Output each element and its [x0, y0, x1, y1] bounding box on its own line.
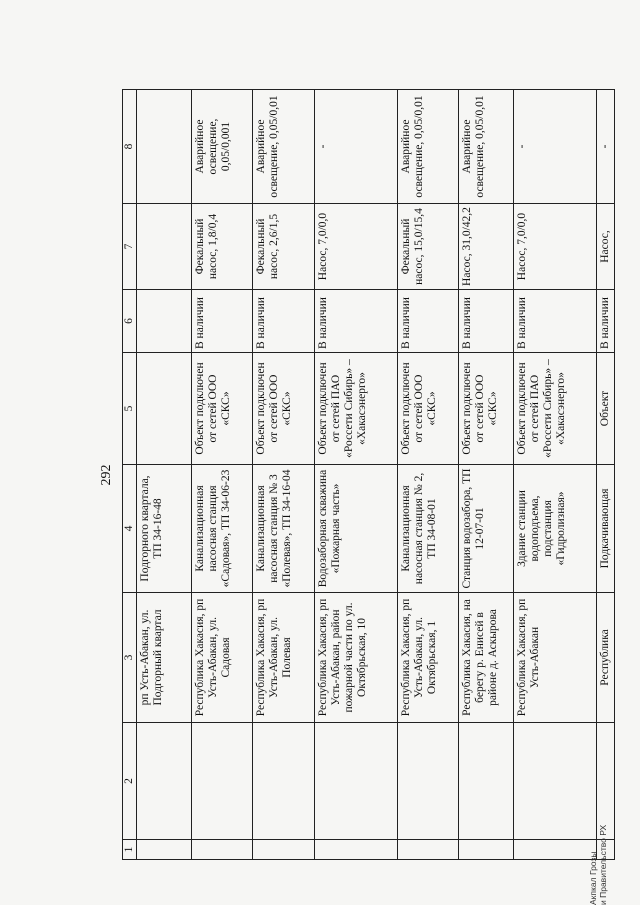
- table-cell: Подгорного квартала, ТП 34-16-48: [137, 465, 192, 593]
- table-cell: Аварийное освещение, 0,05/0,01: [253, 90, 315, 204]
- table-cell: Республика Хакасия, на берегу р. Енисей в районе д. Аскырова: [459, 593, 514, 723]
- table-cell: Фекальный насос, 1,8/0,4: [192, 204, 253, 290]
- column-header: 6: [123, 290, 137, 353]
- table-cell: [137, 290, 192, 353]
- table-cell: Аварийное освещение, 0,05/0,01: [459, 90, 514, 204]
- watermark: [588, 805, 608, 905]
- table-cell: Объект подключен от сетей ООО «СКС»: [192, 353, 253, 465]
- table-cell: Аварийное освещение, 0,05/0,01: [398, 90, 459, 204]
- table-cell: [137, 204, 192, 290]
- table-cell: Республика: [597, 593, 615, 723]
- table-cell: [192, 723, 253, 840]
- table-cell: [514, 840, 597, 860]
- table-cell: Республика Хакасия, рп Усть-Абакан, ул. Полевая: [253, 593, 315, 723]
- column-header: 3: [123, 593, 137, 723]
- table-row: [398, 90, 459, 860]
- table-cell: Республика Хакасия, рп Усть-Абакан: [514, 593, 597, 723]
- table-cell: В наличии: [597, 290, 615, 353]
- table-cell: [459, 840, 514, 860]
- table-cell: [514, 723, 597, 840]
- watermark-line: и Правительство РХ: [598, 824, 608, 905]
- table-cell: -: [597, 90, 615, 204]
- header-row: [123, 90, 137, 860]
- column-header: 1: [123, 840, 137, 860]
- column-header: 8: [123, 90, 137, 204]
- column-header: 2: [123, 723, 137, 840]
- table-cell: Объект подключен от сетей ПАО «Россети Сибирь» – «Хакасэнерго»: [315, 353, 398, 465]
- table-row: [192, 90, 253, 860]
- table-cell: [192, 840, 253, 860]
- table-cell: [137, 90, 192, 204]
- table-row: [514, 90, 597, 860]
- table-cell: [398, 840, 459, 860]
- data-table: [122, 89, 615, 860]
- watermark-line: Акпкал Грозы: [588, 851, 598, 905]
- table-cell: В наличии: [253, 290, 315, 353]
- table-cell: Водозаборная скважина «Пожарная часть»: [315, 465, 398, 593]
- table-cell: Республика Хакасия, рп Усть-Абакан, ул. Садовая: [192, 593, 253, 723]
- table-cell: Фекальный насос, 15,0/15,4: [398, 204, 459, 290]
- table-cell: Насос, 7,0/0,0: [315, 204, 398, 290]
- table-cell: В наличии: [398, 290, 459, 353]
- table-row: [315, 90, 398, 860]
- rotated-content: [99, 90, 611, 860]
- table-row: [137, 90, 192, 860]
- table-cell: [253, 723, 315, 840]
- table-cell: [137, 353, 192, 465]
- table-cell: Насос, 31,0/42,2: [459, 204, 514, 290]
- table-cell: Республика Хакасия, рп Усть-Абакан, ул. Октябрьская, 1: [398, 593, 459, 723]
- table-cell: Объект подключен от сетей ООО «СКС»: [398, 353, 459, 465]
- table-cell: Канализационная насосная станция «Садовая», ТП 34-06-23: [192, 465, 253, 593]
- table-cell: [315, 723, 398, 840]
- table-cell: Объект подключен от сетей ПАО «Россети Сибирь» – «Хакасэнерго»: [514, 353, 597, 465]
- table-cell: Объект подключен от сетей ООО «СКС»: [459, 353, 514, 465]
- table-cell: Республика Хакасия, рп Усть-Абакан, район пожарной части по ул. Октябрьская, 10: [315, 593, 398, 723]
- table-cell: [137, 723, 192, 840]
- table-cell: рп Усть-Абакан, ул. Подгорный квартал: [137, 593, 192, 723]
- table-row: [253, 90, 315, 860]
- table-cell: Насос,: [597, 204, 615, 290]
- table-cell: Объект подключен от сетей ООО «СКС»: [253, 353, 315, 465]
- table-cell: [398, 723, 459, 840]
- table-cell: Аварийное освещение, 0,05/0,001: [192, 90, 253, 204]
- table-cell: -: [315, 90, 398, 204]
- table-cell: Здание станции водоподъема, подстанция «Гидролизная»: [514, 465, 597, 593]
- table-cell: В наличии: [459, 290, 514, 353]
- table-cell: Подкачивающая: [597, 465, 615, 593]
- table-cell: [253, 840, 315, 860]
- table-row: [597, 90, 615, 860]
- table-cell: Канализационная насосная станция № 2, ТП 34-08-01: [398, 465, 459, 593]
- table-cell: Объект: [597, 353, 615, 465]
- table-cell: В наличии: [192, 290, 253, 353]
- table-row: [459, 90, 514, 860]
- table-cell: [137, 840, 192, 860]
- table-cell: [459, 723, 514, 840]
- table-cell: В наличии: [514, 290, 597, 353]
- table-cell: Канализационная насосная станция № 3 «Полевая», ТП 34-16-04: [253, 465, 315, 593]
- column-header: 4: [123, 465, 137, 593]
- table-cell: Станция водозабора, ТП 12-07-01: [459, 465, 514, 593]
- table-cell: -: [514, 90, 597, 204]
- table-cell: Фекальный насос, 2,6/1,5: [253, 204, 315, 290]
- column-header: 7: [123, 204, 137, 290]
- table-cell: В наличии: [315, 290, 398, 353]
- table-cell: Насос, 7,0/0,0: [514, 204, 597, 290]
- column-header: 5: [123, 353, 137, 465]
- page-number: 292: [99, 464, 114, 486]
- table-cell: [315, 840, 398, 860]
